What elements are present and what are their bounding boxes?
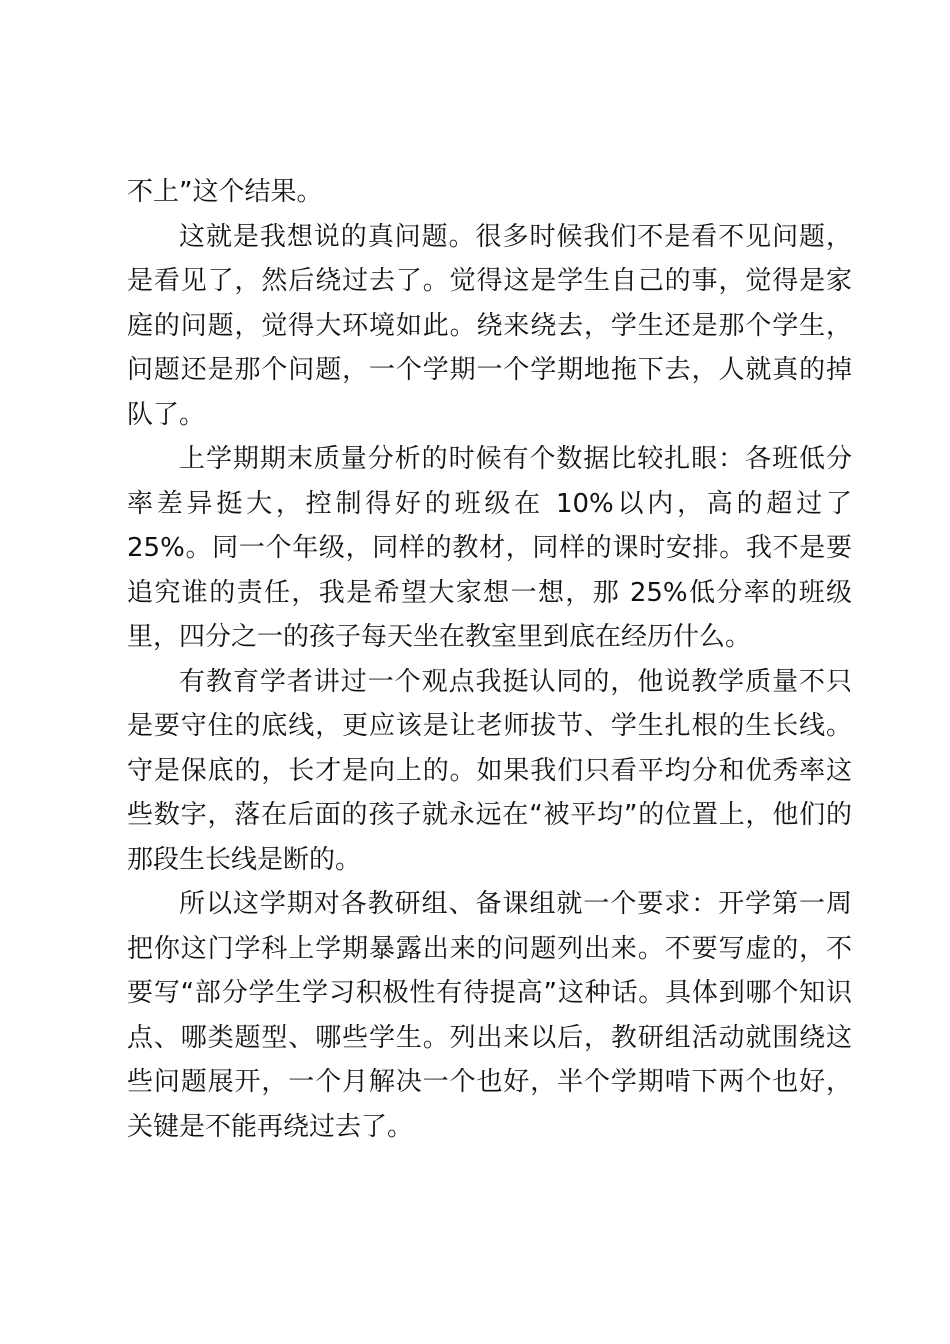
paragraph-continuation: 不上”这个结果。 xyxy=(127,177,323,207)
paragraph-growth-line: 有教育学者讲过一个观点我挺认同的，他说教学质量不只是要守住的底线，更应该是让老师拔节、学生扎根的生长线。守是保底的，长才是向上的。如果我们只看平均分和优秀率这些数字，落在后面的孩子就永远在“被平均”的位置上，他们的那段生长线是断的。 xyxy=(127,666,852,875)
paragraph-low-score-data: 上学期期末质量分析的时候有个数据比较扎眼：各班低分率差异挺大，控制得好的班级在 10%以内，高的超过了 25%。同一个年级，同样的教材，同样的课时安排。我不是要追究谁的责任，我是希望大家想一想，那 25%低分率的班级里，四分之一的孩子每天坐在教室里到底在经历什么。 xyxy=(127,444,852,652)
paragraph-real-problem: 这就是我想说的真问题。很多时候我们不是看不见问题，是看见了，然后绕过去了。觉得这是学生自己的事，觉得是家庭的问题，觉得大环境如此。绕来绕去，学生还是那个学生，问题还是那个问题，一个学期一个学期地拖下去，人就真的掉队了。 xyxy=(127,221,852,430)
paragraph-semester-requirement: 所以这学期对各教研组、备课组就一个要求：开学第一周把你这门学科上学期暴露出来的问题列出来。不要写虚的，不要写“部分学生学习积极性有待提高”这种话。具体到哪个知识点、哪类题型、哪些学生。列出来以后，教研组活动就围绕这些问题展开，一个月解决一个也好，半个学期啃下两个也好，关键是不能再绕过去了。 xyxy=(127,889,852,1142)
document-body xyxy=(127,170,852,1149)
